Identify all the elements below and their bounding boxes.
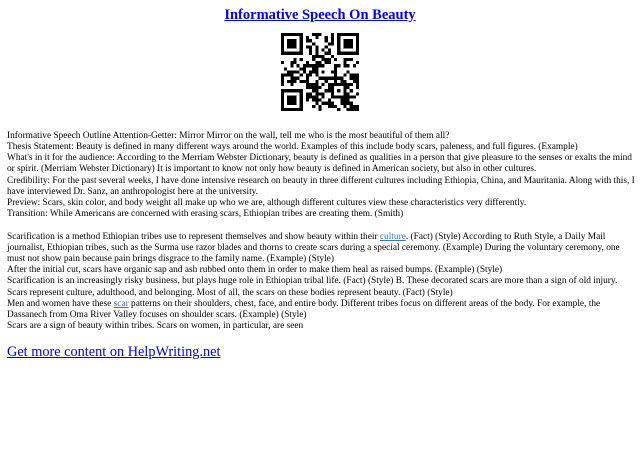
scarification-paragraph	[7, 232, 635, 265]
intro-line-thesis: Thesis Statement: Beauty is defined in many different ways around the world. Examples of this include body scars, paleness, and full figures. (Example)	[7, 142, 578, 153]
page-title	[0, 7, 640, 23]
intro-line-attention: Informative Speech Outline Attention-Getter: Mirror Mirror on the wall, tell me who is the most beautiful of them all?	[7, 131, 450, 141]
sign-paragraph: Scars are a sign of beauty within tribes. Scars on women, in particular, are seen	[7, 321, 304, 331]
intro-line-credibility: Credibility: For the past several weeks, I have done intensive research on beauty in three different cultures including Ethiopia, China, and Mauritania. Along with this, I have interviewed Dr. Sanz, an anthropologist here at the university.	[7, 175, 635, 197]
scar-link[interactable]: scar	[113, 298, 129, 309]
after-cut-paragraph: After the initial cut, scars have organic sap and ash rubbed onto them in order to make them heal as raised bumps. (Example) (Style)	[7, 265, 503, 276]
document-body	[7, 131, 635, 332]
intro-line-audience: What's in it for the audience: According to the Merriam Webster Dictionary, beauty is defined as qualities in a person that give pleasure to the senses or exalts the mind or spirit. (Merriam Webster Dictionary) It is important to know not only how beauty is defined in American society, but also in other cultures.	[7, 153, 632, 175]
risky-paragraph: Scarification is an increasingly risky business, but plays huge role in Ethiopian tribal life. (Fact) (Style) B. These decorated scars are more than a sign of old injury. Scars represent culture, adulthood, and belonging. Most of all, the scars on these bodies represent beauty. (Fact) (Style)	[7, 276, 618, 298]
men-women-text-end: patterns on their shoulders, chest, face, and entire body. Different tribes focus on different areas of the body. For example, the Dassanech from Oma River Valley focuses on shoulder scars. (Example) (Style)	[7, 298, 601, 320]
intro-line-transition: Transition: While Americans are concerned with erasing scars, Ethiopian tribes are creating them. (Smith)	[7, 209, 404, 220]
men-women-text-start: Men and women have these	[7, 298, 114, 309]
scarification-text-start: Scarification is a method Ethiopian tribes use to represent themselves and show beauty within their	[7, 231, 380, 242]
qr-code[interactable]	[281, 33, 359, 111]
get-more-content-link[interactable]: Get more content on HelpWriting.net	[7, 344, 221, 360]
culture-link[interactable]: culture	[379, 231, 406, 242]
paragraph-gap	[7, 220, 635, 232]
title-link[interactable]: Informative Speech On Beauty	[224, 7, 416, 23]
scarification-text-end: . (Fact) (Style) According to Ruth Style, a Daily Mail journalist, Ethiopian tribes, such as the Surma use razor blades and thorns to create scars during a special ceremony. (Example) During the voluntary ceremony, one must not show pain because pain brings disgrace to the family name. (Example) (Style)	[7, 231, 620, 265]
intro-line-preview: Preview: Scars, skin color, and body weight all make up who we are, although different cultures view these characteristics very differently.	[7, 197, 527, 208]
men-women-paragraph	[7, 299, 635, 321]
